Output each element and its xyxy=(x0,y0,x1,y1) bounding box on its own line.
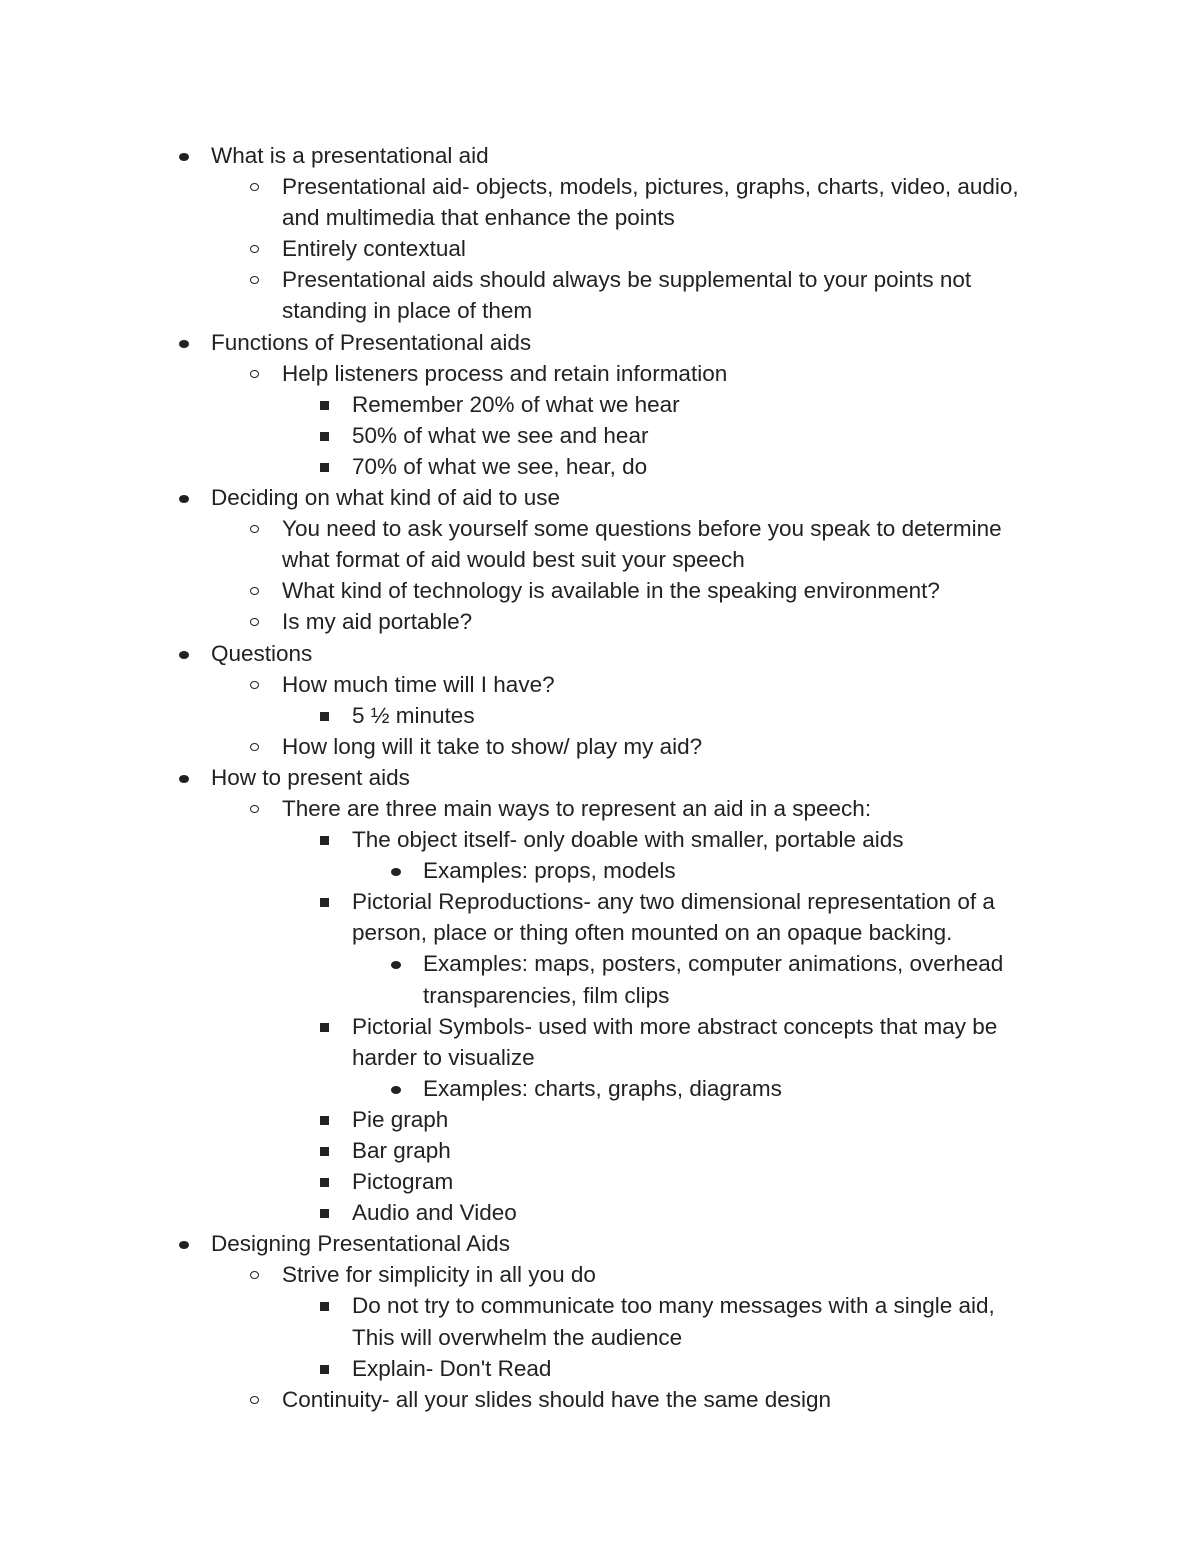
outline-line xyxy=(0,1322,1200,1353)
outline-line xyxy=(0,1290,1200,1321)
filled-disc-bullet-icon xyxy=(179,651,189,659)
outline-item-level-1 xyxy=(0,327,1200,358)
outline-line xyxy=(0,1104,1200,1135)
outline-text: Pie graph xyxy=(352,1106,449,1132)
outline-line xyxy=(0,1135,1200,1166)
outline-line xyxy=(0,1011,1200,1042)
hollow-circle-bullet-icon xyxy=(250,681,259,689)
outline-item-level-1 xyxy=(0,762,1200,793)
filled-disc-bullet-icon xyxy=(179,340,189,348)
outline-item-level-2 xyxy=(0,233,1200,264)
hollow-circle-bullet-icon xyxy=(250,370,259,378)
outline-text: There are three main ways to represent an aid in a speech: xyxy=(282,795,872,821)
outline-text: Help listeners process and retain information xyxy=(282,360,728,386)
outline-item-level-3 xyxy=(0,886,1200,948)
hollow-circle-bullet-icon xyxy=(250,1271,259,1279)
filled-disc-bullet-icon xyxy=(179,1241,189,1249)
outline-line xyxy=(0,1197,1200,1228)
outline-line xyxy=(0,482,1200,513)
outline-line xyxy=(0,824,1200,855)
filled-disc-bullet-icon xyxy=(179,775,189,783)
outline-line xyxy=(0,264,1200,295)
outline-item-level-3 xyxy=(0,1104,1200,1135)
outline-text: 50% of what we see and hear xyxy=(352,422,649,448)
hollow-circle-bullet-icon xyxy=(250,618,259,626)
outline-text: This will overwhelm the audience xyxy=(352,1324,683,1350)
outline-line xyxy=(0,202,1200,233)
outline-text: 5 ½ minutes xyxy=(352,702,475,728)
outline-line xyxy=(0,700,1200,731)
outline-text: Presentational aid- objects, models, pictures, graphs, charts, video, audio, xyxy=(282,174,1019,200)
outline-text: Strive for simplicity in all you do xyxy=(282,1262,596,1288)
outline-text: Pictorial Reproductions- any two dimensional representation of a xyxy=(352,889,995,915)
outline-item-level-3 xyxy=(0,1135,1200,1166)
outline-item-level-2 xyxy=(0,793,1200,824)
outline-line xyxy=(0,1353,1200,1384)
outline-text: Functions of Presentational aids xyxy=(211,329,532,355)
outline-line xyxy=(0,171,1200,202)
outline-text: Designing Presentational Aids xyxy=(211,1231,510,1257)
outline-text: Explain- Don't Read xyxy=(352,1355,552,1381)
outline-item-level-3 xyxy=(0,389,1200,420)
filled-square-bullet-icon xyxy=(320,1178,329,1187)
outline-item-level-3 xyxy=(0,1353,1200,1384)
outline-text: Presentational aids should always be supplemental to your points not xyxy=(282,267,972,293)
hollow-circle-bullet-icon xyxy=(250,1396,259,1404)
filled-square-bullet-icon xyxy=(320,712,329,721)
outline-line xyxy=(0,140,1200,171)
filled-square-bullet-icon xyxy=(320,1302,329,1311)
outline-line xyxy=(0,948,1200,979)
filled-square-bullet-icon xyxy=(320,463,329,472)
outline-line xyxy=(0,731,1200,762)
outline-text: How long will it take to show/ play my aid? xyxy=(282,733,703,759)
outline-line xyxy=(0,1042,1200,1073)
filled-square-bullet-icon xyxy=(320,1365,329,1374)
outline-item-level-3 xyxy=(0,1011,1200,1073)
outline-line xyxy=(0,575,1200,606)
outline-item-level-4 xyxy=(0,855,1200,886)
outline-text: What kind of technology is available in the speaking environment? xyxy=(282,578,940,604)
outline-line xyxy=(0,233,1200,264)
filled-square-bullet-icon xyxy=(320,1147,329,1156)
outline-item-level-2 xyxy=(0,264,1200,326)
outline-text: Bar graph xyxy=(352,1138,451,1163)
outline-item-level-1 xyxy=(0,638,1200,669)
outline-text: The object itself- only doable with smaller, portable aids xyxy=(352,827,904,853)
outline-text: Examples: props, models xyxy=(423,858,676,884)
outline-text: Examples: maps, posters, computer animations, overhead xyxy=(423,951,1004,977)
outline-item-level-3 xyxy=(0,824,1200,855)
outline-text: Examples: charts, graphs, diagrams xyxy=(423,1075,782,1101)
hollow-circle-bullet-icon xyxy=(250,743,259,751)
filled-square-bullet-icon xyxy=(320,898,329,907)
outline-text: Pictorial Symbols- used with more abstract concepts that may be xyxy=(352,1013,998,1039)
outline-line xyxy=(0,762,1200,793)
hollow-circle-bullet-icon xyxy=(250,276,259,284)
outline-item-level-3 xyxy=(0,1290,1200,1352)
outline-item-level-2 xyxy=(0,731,1200,762)
outline-text: How to present aids xyxy=(211,764,410,790)
outline-text: Audio and Video xyxy=(352,1200,517,1226)
outline-item-level-2 xyxy=(0,1259,1200,1290)
outline-line xyxy=(0,917,1200,948)
outline-text: Pictogram xyxy=(352,1169,454,1195)
outline-line xyxy=(0,855,1200,886)
outline-line xyxy=(0,451,1200,482)
outline-text: Remember 20% of what we hear xyxy=(352,391,680,417)
filled-disc-bullet-icon xyxy=(391,1086,401,1094)
outline-text: Is my aid portable? xyxy=(282,609,473,635)
outline-item-level-2 xyxy=(0,1384,1200,1415)
filled-square-bullet-icon xyxy=(320,401,329,410)
outline-item-level-1 xyxy=(0,1228,1200,1259)
outline-text: Questions xyxy=(211,640,313,666)
outline-text: How much time will I have? xyxy=(282,671,555,697)
outline-line xyxy=(0,295,1200,326)
outline-line xyxy=(0,793,1200,824)
outline-item-level-2 xyxy=(0,171,1200,233)
outline-text: Continuity- all your slides should have the same design xyxy=(282,1386,832,1412)
outline-text: Entirely contextual xyxy=(282,236,466,262)
outline-line xyxy=(0,669,1200,700)
outline-item-level-2 xyxy=(0,575,1200,606)
outline-text: Deciding on what kind of aid to use xyxy=(211,485,560,511)
outline-text: You need to ask yourself some questions before you speak to determine xyxy=(282,516,1002,542)
outline-text: standing in place of them xyxy=(282,298,533,324)
outline-item-level-1 xyxy=(0,140,1200,171)
outline-text: person, place or thing often mounted on an opaque backing. xyxy=(352,920,953,946)
outline-item-level-3 xyxy=(0,451,1200,482)
outline-item-level-3 xyxy=(0,1197,1200,1228)
outline-item-level-2 xyxy=(0,358,1200,389)
document-outline xyxy=(0,140,1200,1415)
outline-line xyxy=(0,606,1200,637)
outline-text: what format of aid would best suit your speech xyxy=(282,547,745,573)
outline-text: and multimedia that enhance the points xyxy=(282,205,675,231)
outline-line xyxy=(0,389,1200,420)
outline-text: What is a presentational aid xyxy=(211,143,489,168)
outline-line xyxy=(0,1166,1200,1197)
filled-square-bullet-icon xyxy=(320,1023,329,1032)
outline-text: harder to visualize xyxy=(352,1044,535,1070)
filled-disc-bullet-icon xyxy=(391,868,401,876)
filled-square-bullet-icon xyxy=(320,1116,329,1125)
outline-item-level-2 xyxy=(0,669,1200,700)
hollow-circle-bullet-icon xyxy=(250,525,259,533)
outline-item-level-2 xyxy=(0,606,1200,637)
outline-line xyxy=(0,638,1200,669)
outline-line xyxy=(0,327,1200,358)
outline-text: 70% of what we see, hear, do xyxy=(352,453,648,479)
outline-item-level-1 xyxy=(0,482,1200,513)
outline-item-level-4 xyxy=(0,1073,1200,1104)
outline-item-level-2 xyxy=(0,513,1200,575)
outline-line xyxy=(0,1259,1200,1290)
outline-item-level-4 xyxy=(0,948,1200,1010)
outline-text: transparencies, film clips xyxy=(423,982,670,1008)
filled-square-bullet-icon xyxy=(320,1209,329,1218)
outline-line xyxy=(0,1228,1200,1259)
outline-line xyxy=(0,358,1200,389)
outline-line xyxy=(0,513,1200,544)
outline-item-level-3 xyxy=(0,1166,1200,1197)
hollow-circle-bullet-icon xyxy=(250,805,259,813)
outline-line xyxy=(0,1384,1200,1415)
filled-square-bullet-icon xyxy=(320,432,329,441)
outline-item-level-3 xyxy=(0,700,1200,731)
hollow-circle-bullet-icon xyxy=(250,245,259,253)
filled-disc-bullet-icon xyxy=(179,495,189,503)
outline-line xyxy=(0,980,1200,1011)
hollow-circle-bullet-icon xyxy=(250,587,259,595)
outline-line xyxy=(0,1073,1200,1104)
outline-line xyxy=(0,544,1200,575)
outline-item-level-3 xyxy=(0,420,1200,451)
outline-text: Do not try to communicate too many messages with a single aid, xyxy=(352,1293,995,1319)
outline-line xyxy=(0,420,1200,451)
outline-line xyxy=(0,886,1200,917)
filled-disc-bullet-icon xyxy=(179,153,189,161)
filled-square-bullet-icon xyxy=(320,836,329,845)
hollow-circle-bullet-icon xyxy=(250,183,259,191)
filled-disc-bullet-icon xyxy=(391,961,401,969)
